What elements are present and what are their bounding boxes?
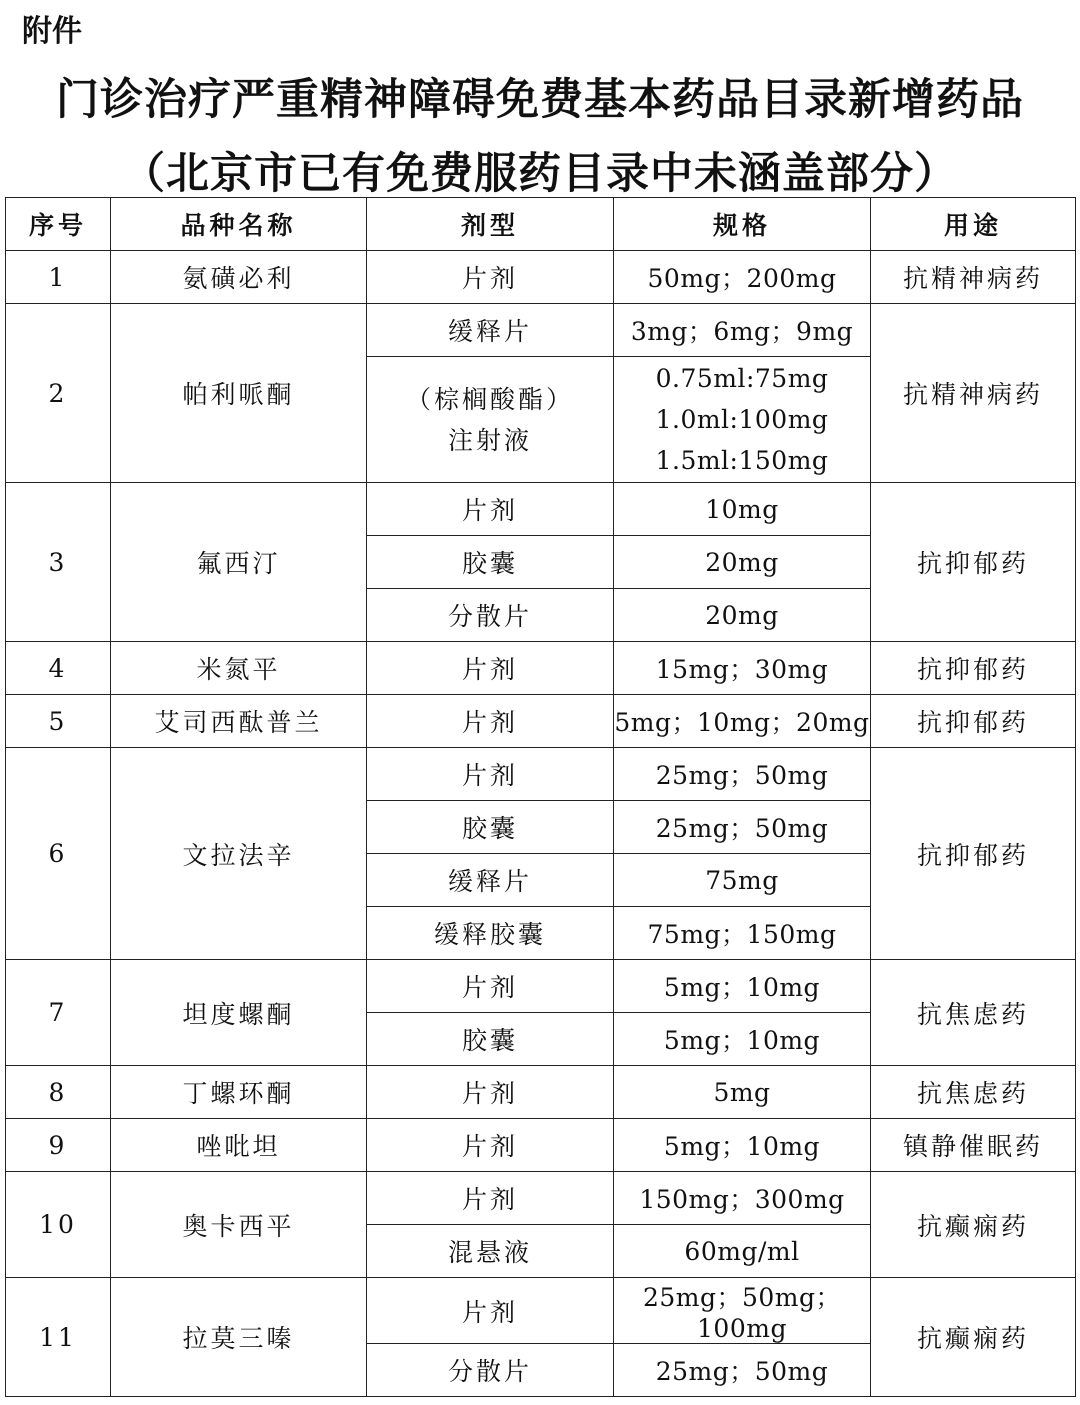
cell-spec bbox=[614, 357, 871, 483]
cell-no: 8 bbox=[6, 1066, 111, 1119]
cell-no: 7 bbox=[6, 960, 111, 1066]
cell-form: 片剂 bbox=[367, 1278, 614, 1344]
cell-spec: 5mg；10mg bbox=[614, 960, 871, 1013]
form-line: （棕榈酸酯） bbox=[405, 384, 574, 414]
form-line: 注射液 bbox=[447, 425, 532, 455]
cell-name: 氟西汀 bbox=[111, 483, 367, 642]
cell-form: 片剂 bbox=[367, 1119, 614, 1172]
cell-form: 片剂 bbox=[367, 483, 614, 536]
cell-no: 1 bbox=[6, 251, 111, 304]
attachment-label: 附件 bbox=[22, 14, 82, 49]
cell-spec: 20mg bbox=[614, 589, 871, 642]
cell-form: 片剂 bbox=[367, 642, 614, 695]
cell-form: 混悬液 bbox=[367, 1225, 614, 1278]
table-row bbox=[6, 695, 1076, 748]
table-row bbox=[6, 1278, 1076, 1344]
cell-spec: 5mg bbox=[614, 1066, 871, 1119]
table-row bbox=[6, 960, 1076, 1013]
cell-spec: 60mg/ml bbox=[614, 1225, 871, 1278]
cell-spec: 50mg；200mg bbox=[614, 251, 871, 304]
cell-form: 片剂 bbox=[367, 1066, 614, 1119]
cell-spec: 3mg；6mg；9mg bbox=[614, 304, 871, 357]
header-use: 用途 bbox=[871, 198, 1076, 251]
cell-use: 抗癫痫药 bbox=[871, 1278, 1076, 1397]
cell-spec: 150mg；300mg bbox=[614, 1172, 871, 1225]
header-name: 品种名称 bbox=[111, 198, 367, 251]
cell-form: 分散片 bbox=[367, 1344, 614, 1397]
cell-name: 艾司西酞普兰 bbox=[111, 695, 367, 748]
table-row bbox=[6, 748, 1076, 801]
table-row bbox=[6, 642, 1076, 695]
cell-form: 片剂 bbox=[367, 251, 614, 304]
table-row bbox=[6, 304, 1076, 357]
cell-spec: 25mg；50mg；100mg bbox=[614, 1278, 871, 1344]
cell-use: 抗抑郁药 bbox=[871, 748, 1076, 960]
cell-form: 片剂 bbox=[367, 748, 614, 801]
cell-spec: 75mg；150mg bbox=[614, 907, 871, 960]
cell-form: 胶囊 bbox=[367, 1013, 614, 1066]
table-row bbox=[6, 1066, 1076, 1119]
cell-form: 分散片 bbox=[367, 589, 614, 642]
drug-table bbox=[5, 197, 1076, 1397]
cell-use: 抗焦虑药 bbox=[871, 1066, 1076, 1119]
cell-no: 6 bbox=[6, 748, 111, 960]
table-row bbox=[6, 251, 1076, 304]
cell-use: 抗抑郁药 bbox=[871, 483, 1076, 642]
cell-form: 胶囊 bbox=[367, 536, 614, 589]
cell-name: 奥卡西平 bbox=[111, 1172, 367, 1278]
cell-use: 抗精神病药 bbox=[871, 304, 1076, 483]
cell-form: 缓释片 bbox=[367, 854, 614, 907]
cell-form: 片剂 bbox=[367, 960, 614, 1013]
cell-spec: 5mg；10mg bbox=[614, 1119, 871, 1172]
cell-name: 文拉法辛 bbox=[111, 748, 367, 960]
cell-spec: 20mg bbox=[614, 536, 871, 589]
cell-no: 9 bbox=[6, 1119, 111, 1172]
spec-line: 1.0ml:100mg bbox=[655, 405, 829, 434]
cell-no: 5 bbox=[6, 695, 111, 748]
cell-form bbox=[367, 357, 614, 483]
cell-no: 4 bbox=[6, 642, 111, 695]
cell-form: 缓释片 bbox=[367, 304, 614, 357]
cell-no: 10 bbox=[6, 1172, 111, 1278]
cell-use: 抗癫痫药 bbox=[871, 1172, 1076, 1278]
cell-name: 拉莫三嗪 bbox=[111, 1278, 367, 1397]
cell-name: 帕利哌酮 bbox=[111, 304, 367, 483]
cell-spec: 5mg；10mg bbox=[614, 1013, 871, 1066]
cell-spec: 25mg；50mg bbox=[614, 1344, 871, 1397]
table-row bbox=[6, 1172, 1076, 1225]
table-row bbox=[6, 483, 1076, 536]
cell-form: 缓释胶囊 bbox=[367, 907, 614, 960]
cell-form: 片剂 bbox=[367, 1172, 614, 1225]
header-form: 剂型 bbox=[367, 198, 614, 251]
cell-spec: 75mg bbox=[614, 854, 871, 907]
cell-spec: 25mg；50mg bbox=[614, 801, 871, 854]
cell-use: 抗抑郁药 bbox=[871, 642, 1076, 695]
cell-spec: 25mg；50mg bbox=[614, 748, 871, 801]
cell-form: 片剂 bbox=[367, 695, 614, 748]
spec-line: 0.75ml:75mg bbox=[655, 364, 829, 393]
table-header-row bbox=[6, 198, 1076, 251]
cell-spec: 15mg；30mg bbox=[614, 642, 871, 695]
header-spec: 规格 bbox=[614, 198, 871, 251]
cell-use: 抗抑郁药 bbox=[871, 695, 1076, 748]
cell-spec: 10mg bbox=[614, 483, 871, 536]
table-row bbox=[6, 1119, 1076, 1172]
cell-no: 2 bbox=[6, 304, 111, 483]
cell-spec: 5mg；10mg；20mg bbox=[614, 695, 871, 748]
cell-form: 胶囊 bbox=[367, 801, 614, 854]
document-subtitle: （北京市已有免费服药目录中未涵盖部分） bbox=[122, 149, 958, 199]
cell-name: 唑吡坦 bbox=[111, 1119, 367, 1172]
document-title: 门诊治疗严重精神障碍免费基本药品目录新增药品 bbox=[56, 75, 1024, 125]
cell-name: 丁螺环酮 bbox=[111, 1066, 367, 1119]
cell-name: 坦度螺酮 bbox=[111, 960, 367, 1066]
cell-use: 抗焦虑药 bbox=[871, 960, 1076, 1066]
cell-use: 镇静催眠药 bbox=[871, 1119, 1076, 1172]
cell-use: 抗精神病药 bbox=[871, 251, 1076, 304]
cell-no: 11 bbox=[6, 1278, 111, 1397]
cell-no: 3 bbox=[6, 483, 111, 642]
cell-name: 米氮平 bbox=[111, 642, 367, 695]
header-no: 序号 bbox=[6, 198, 111, 251]
cell-name: 氨磺必利 bbox=[111, 251, 367, 304]
spec-line: 1.5ml:150mg bbox=[655, 446, 829, 475]
